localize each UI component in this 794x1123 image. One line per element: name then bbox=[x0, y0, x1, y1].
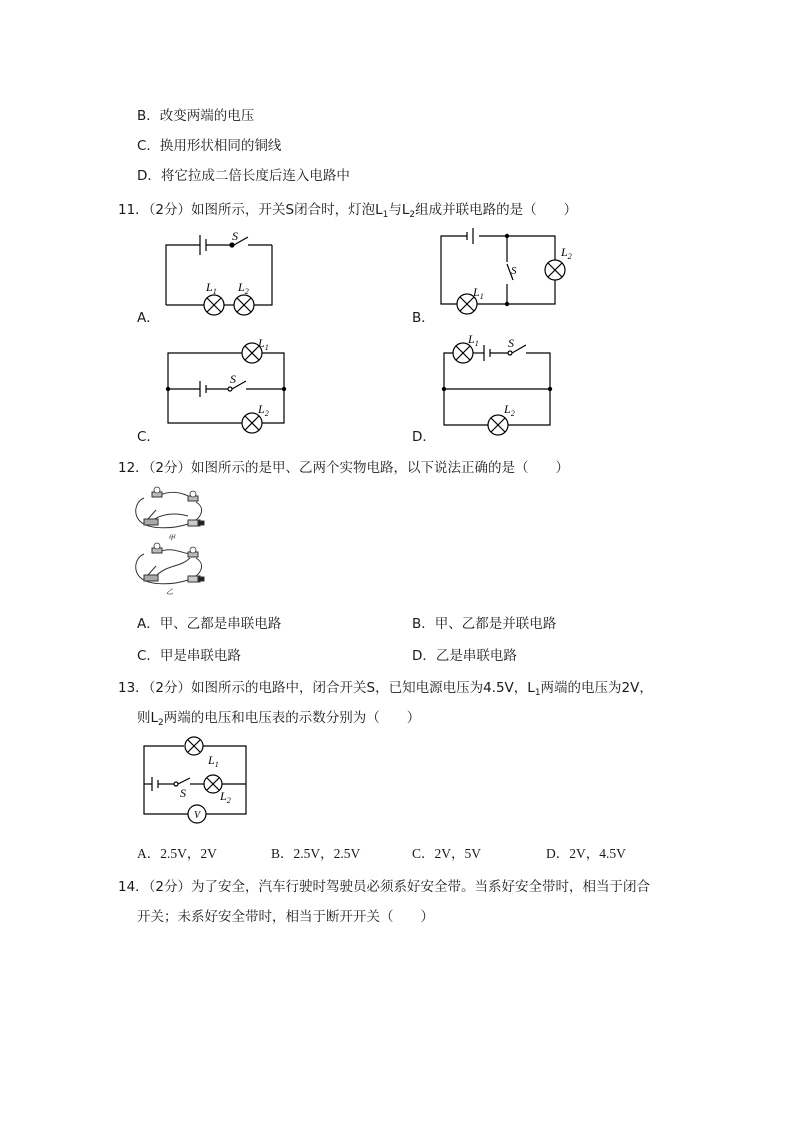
q11-label-a: A． bbox=[137, 310, 160, 326]
q11b-l1-label: $L_1$ bbox=[473, 285, 484, 301]
q12-option-b: B．甲、乙都是并联电路 bbox=[412, 616, 557, 632]
q13-l2-label: $L_2$ bbox=[220, 789, 231, 805]
q13-s-label: S bbox=[180, 786, 186, 800]
question-13-stem-line2: 则$L_2$两端的电压和电压表的示数分别为（ ） bbox=[137, 710, 421, 728]
voltmeter-label: V bbox=[193, 810, 201, 821]
q11-label-c: C． bbox=[137, 429, 160, 445]
q11d-s-label: S bbox=[508, 336, 514, 350]
q11d-l2-label: $L_2$ bbox=[504, 402, 515, 418]
q11a-l1-label: $L_1$ bbox=[206, 280, 217, 296]
q11-label-b: B． bbox=[412, 310, 435, 326]
q11a-s-label: S bbox=[232, 229, 238, 243]
q12-option-c: C．甲是串联电路 bbox=[137, 648, 241, 664]
question-11-stem: 11．（2分）如图所示，开关S闭合时，灯泡$L_1$与$L_2$组成并联电路的是（ ） bbox=[118, 202, 578, 220]
question-13-stem-line1: 13．（2分）如图所示的电路中，闭合开关S，已知电源电压为4.5V，$L_1$两端的电压为2V， bbox=[118, 680, 653, 698]
question-14-stem-line1: 14．（2分）为了安全，汽车行驶时驾驶员必须系好安全带。当系好安全带时，相当于闭合 bbox=[118, 879, 651, 895]
q13-option-b: B．2.5V，2.5V bbox=[271, 846, 361, 861]
option-c: C．换用形状相同的铜线 bbox=[137, 138, 282, 154]
q11c-l2-label: $L_2$ bbox=[258, 402, 269, 418]
q11a-l2-label: $L_2$ bbox=[238, 280, 249, 296]
circuit-diagram-b bbox=[435, 222, 585, 322]
q11c-s-label: S bbox=[230, 372, 236, 386]
option-d: D．将它拉成二倍长度后连入电路中 bbox=[137, 168, 350, 184]
q13-option-a: A．2.5V，2V bbox=[137, 846, 217, 861]
q11-label-d: D． bbox=[412, 429, 436, 445]
q12-option-d: D．乙是串联电路 bbox=[412, 648, 517, 664]
circuit-diagram-c bbox=[160, 335, 295, 440]
circuit-diagram-d bbox=[438, 335, 563, 440]
circuit-diagram-q13 bbox=[138, 734, 253, 829]
circuit-diagram-a bbox=[160, 225, 280, 320]
option-b: B．改变两端的电压 bbox=[137, 108, 255, 124]
q11b-s-label: S bbox=[511, 265, 517, 277]
question-12-stem: 12．（2分）如图所示的是甲、乙两个实物电路，以下说法正确的是（ ） bbox=[118, 460, 570, 476]
q13-option-c: C．2V，5V bbox=[412, 846, 482, 861]
jia-label: 甲 bbox=[168, 534, 175, 542]
q11c-l1-label: $L_1$ bbox=[258, 336, 269, 352]
physical-circuits-figure bbox=[130, 486, 215, 598]
q13-option-d: D．2V，4.5V bbox=[546, 846, 626, 861]
q12-option-a: A．甲、乙都是串联电路 bbox=[137, 616, 282, 632]
question-14-stem-line2: 开关；未系好安全带时，相当于断开开关（ ） bbox=[137, 909, 434, 925]
q11b-l2-label: $L_2$ bbox=[561, 245, 572, 261]
q13-l1-label: $L_1$ bbox=[208, 753, 219, 769]
yi-label: 乙 bbox=[166, 588, 173, 596]
q11d-l1-label: $L_1$ bbox=[468, 335, 479, 348]
